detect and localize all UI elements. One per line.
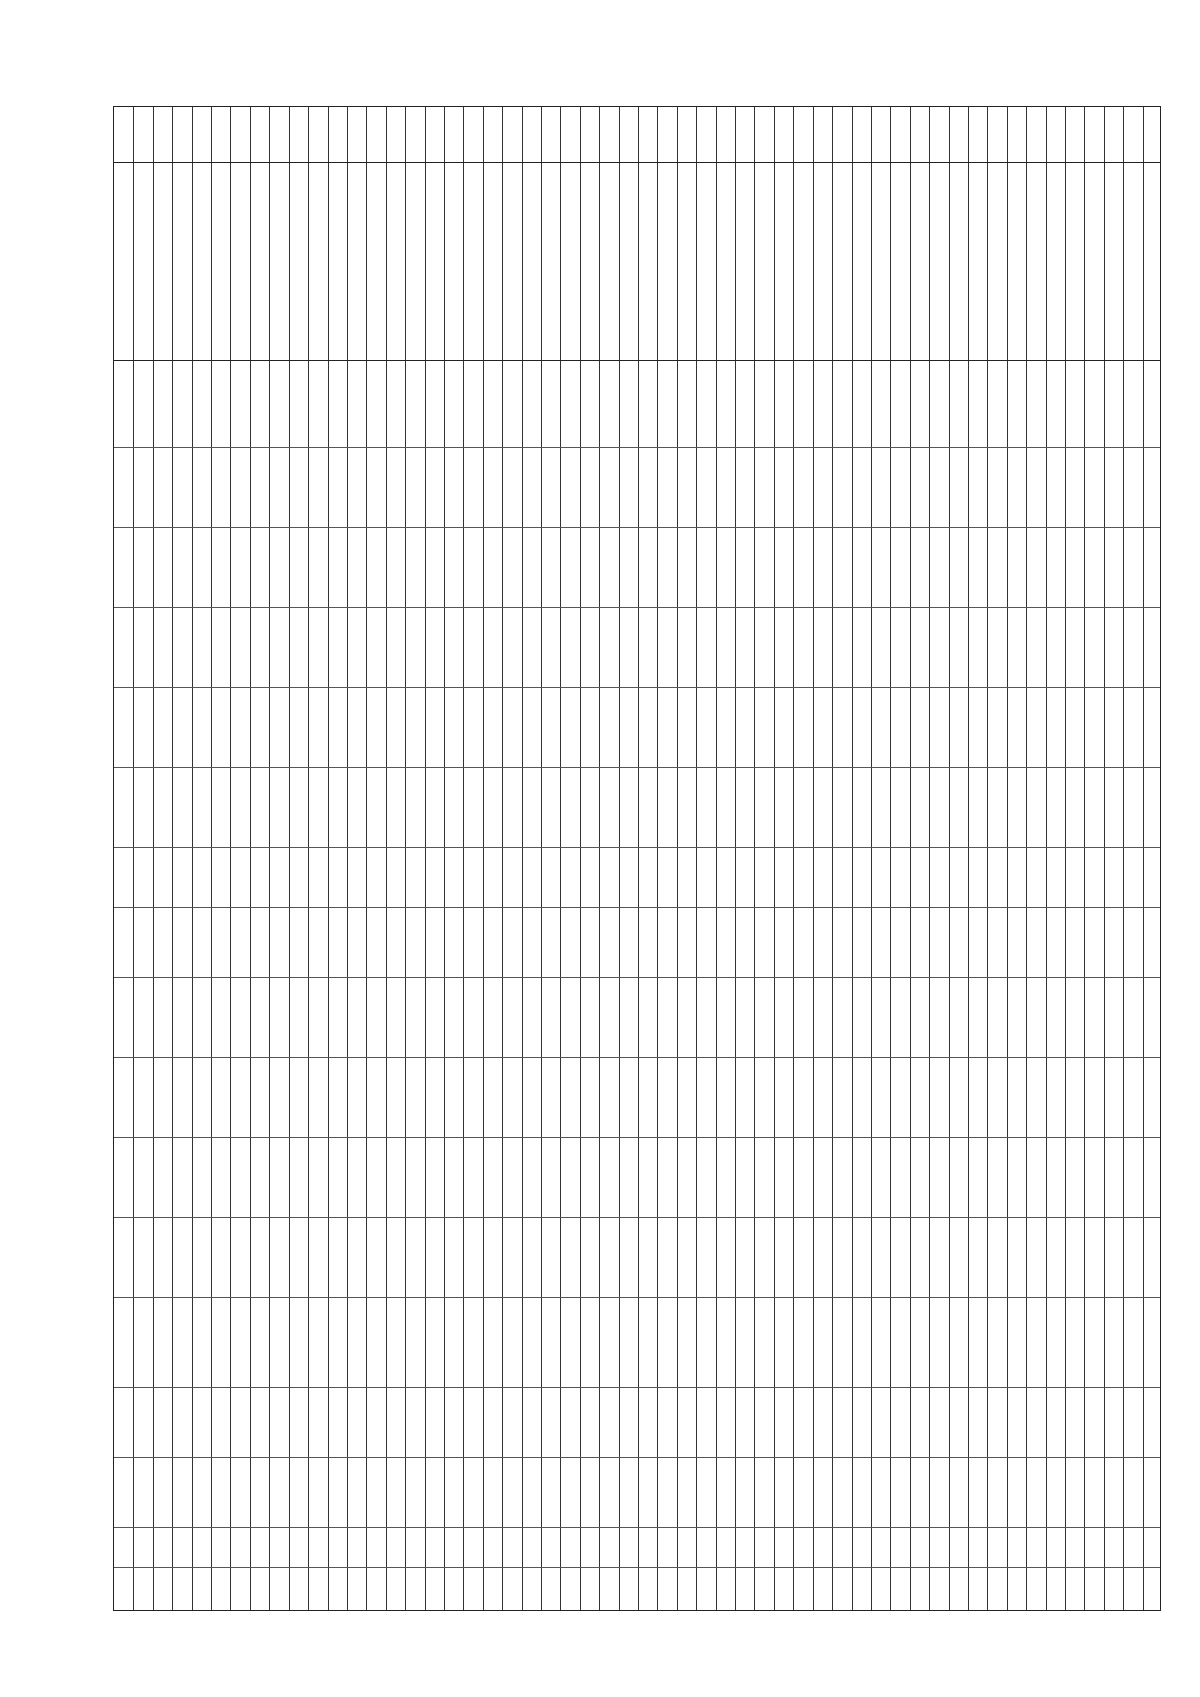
row-divider xyxy=(677,107,678,1610)
row-divider xyxy=(949,107,950,1610)
row-divider xyxy=(987,107,988,1610)
column-divider xyxy=(114,767,1160,768)
row-divider xyxy=(386,107,387,1610)
column-divider xyxy=(114,907,1160,908)
column-divider xyxy=(114,607,1160,608)
row-divider xyxy=(230,107,231,1610)
row-divider xyxy=(347,107,348,1610)
column-divider xyxy=(114,162,1160,163)
rotated-table-sheet xyxy=(113,106,1161,1611)
row-divider xyxy=(638,107,639,1610)
row-divider xyxy=(192,107,193,1610)
row-divider xyxy=(910,107,911,1610)
row-divider xyxy=(444,107,445,1610)
row-divider xyxy=(1123,107,1124,1610)
row-divider xyxy=(657,107,658,1610)
row-divider xyxy=(308,107,309,1610)
row-divider xyxy=(813,107,814,1610)
column-divider xyxy=(114,687,1160,688)
row-divider xyxy=(250,107,251,1610)
row-divider xyxy=(483,107,484,1610)
column-divider xyxy=(114,1137,1160,1138)
row-divider xyxy=(502,107,503,1610)
row-divider xyxy=(1084,107,1085,1610)
row-divider xyxy=(211,107,212,1610)
row-divider xyxy=(541,107,542,1610)
row-divider xyxy=(580,107,581,1610)
row-divider xyxy=(774,107,775,1610)
row-divider xyxy=(328,107,329,1610)
row-divider xyxy=(852,107,853,1610)
row-divider xyxy=(716,107,717,1610)
row-divider xyxy=(366,107,367,1610)
column-divider xyxy=(114,1057,1160,1058)
row-divider xyxy=(463,107,464,1610)
row-divider xyxy=(1065,107,1066,1610)
column-divider xyxy=(114,847,1160,848)
row-divider xyxy=(599,107,600,1610)
row-divider xyxy=(269,107,270,1610)
row-divider xyxy=(890,107,891,1610)
column-divider xyxy=(114,1387,1160,1388)
row-divider xyxy=(425,107,426,1610)
row-divider xyxy=(832,107,833,1610)
row-divider xyxy=(172,107,173,1610)
column-divider xyxy=(114,360,1160,361)
row-divider xyxy=(793,107,794,1610)
column-divider xyxy=(114,1567,1160,1568)
row-divider xyxy=(153,107,154,1610)
column-divider xyxy=(114,977,1160,978)
row-divider xyxy=(1104,107,1105,1610)
row-divider xyxy=(405,107,406,1610)
row-divider xyxy=(871,107,872,1610)
row-divider xyxy=(1046,107,1047,1610)
row-divider xyxy=(289,107,290,1610)
column-divider xyxy=(114,1297,1160,1298)
row-divider xyxy=(696,107,697,1610)
row-divider xyxy=(522,107,523,1610)
row-divider xyxy=(968,107,969,1610)
column-divider xyxy=(114,1527,1160,1528)
row-divider xyxy=(735,107,736,1610)
row-divider xyxy=(929,107,930,1610)
row-divider xyxy=(1026,107,1027,1610)
row-divider xyxy=(754,107,755,1610)
row-divider xyxy=(619,107,620,1610)
row-divider xyxy=(560,107,561,1610)
row-divider xyxy=(133,107,134,1610)
column-divider xyxy=(114,527,1160,528)
column-divider xyxy=(114,1457,1160,1458)
column-divider xyxy=(114,447,1160,448)
row-divider xyxy=(1143,107,1144,1610)
column-divider xyxy=(114,1217,1160,1218)
row-divider xyxy=(1007,107,1008,1610)
